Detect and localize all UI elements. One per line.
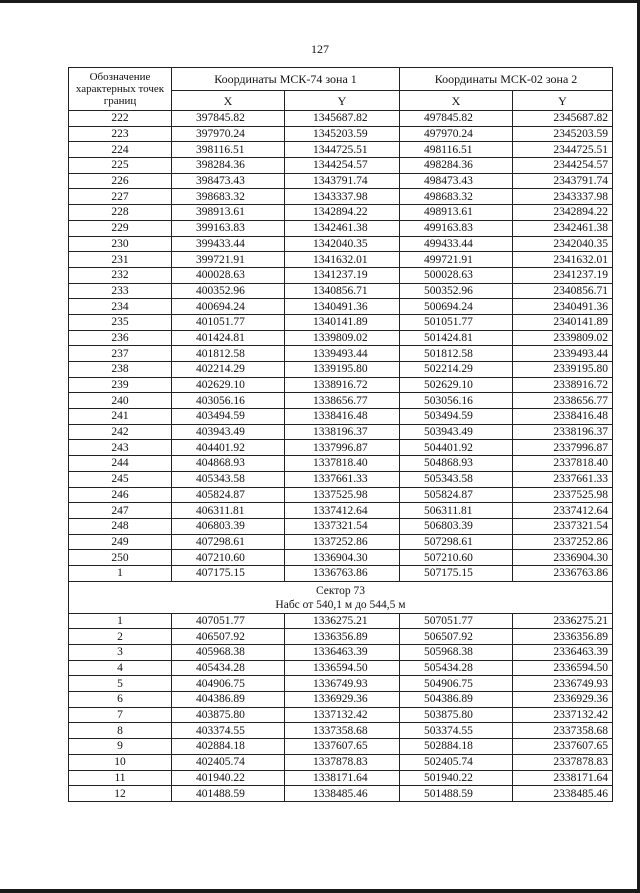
coordinates-table [68,67,613,802]
msk02-x-cell: 503875.80 [400,707,513,723]
msk02-x-cell: 498913.61 [400,205,513,221]
msk02-y-cell: 2336275.21 [513,613,613,629]
point-id-cell: 246 [69,487,172,503]
msk74-x-cell: 398683.32 [172,189,285,205]
msk74-y-cell: 1337358.68 [285,723,400,739]
msk02-x-cell: 502214.29 [400,362,513,378]
point-id-cell: 248 [69,518,172,534]
msk74-x-cell: 404906.75 [172,676,285,692]
msk74-x-cell: 401051.77 [172,314,285,330]
msk74-y-cell: 1336275.21 [285,613,400,629]
msk74-y-cell: 1340491.36 [285,299,400,315]
msk74-x-cell: 401488.59 [172,786,285,802]
table-row [69,236,613,252]
point-id-cell: 236 [69,330,172,346]
msk02-x-cell: 499721.91 [400,252,513,268]
msk02-x-cell: 498473.43 [400,173,513,189]
table-row [69,220,613,236]
msk02-y-cell: 2338916.72 [513,377,613,393]
table-row [69,660,613,676]
msk02-y-cell: 2342461.38 [513,220,613,236]
point-id-cell: 7 [69,707,172,723]
msk02-x-cell: 498116.51 [400,142,513,158]
msk02-y-cell: 2338485.46 [513,786,613,802]
sector-cell [69,581,613,613]
table-row [69,739,613,755]
msk74-y-cell: 1339195.80 [285,362,400,378]
point-id-cell: 249 [69,534,172,550]
table-row [69,424,613,440]
msk02-y-cell: 2336463.39 [513,645,613,661]
msk74-y-cell: 1337132.42 [285,707,400,723]
msk74-y-cell: 1337878.83 [285,754,400,770]
scan-edge-top [0,0,640,3]
table-row [69,158,613,174]
msk02-y-cell: 2338196.37 [513,424,613,440]
msk74-y-cell: 1337525.98 [285,487,400,503]
msk74-x-cell: 401940.22 [172,770,285,786]
point-id-cell: 223 [69,126,172,142]
point-id-cell: 238 [69,362,172,378]
msk74-y-cell: 1337607.65 [285,739,400,755]
msk02-x-cell: 504401.92 [400,440,513,456]
msk74-y-cell: 1342461.38 [285,220,400,236]
msk02-x-cell: 506507.92 [400,629,513,645]
msk02-x-cell: 505968.38 [400,645,513,661]
point-id-cell: 3 [69,645,172,661]
table-row [69,189,613,205]
msk02-header: Координаты МСК-02 зона 2 [400,68,613,91]
msk02-x-cell: 500694.24 [400,299,513,315]
msk74-x-cell: 405343.58 [172,471,285,487]
msk74-y-header: Y [285,91,400,111]
msk74-x-cell: 399433.44 [172,236,285,252]
msk74-x-cell: 398284.36 [172,158,285,174]
table-row [69,692,613,708]
table-row [69,346,613,362]
table-row [69,487,613,503]
msk02-y-cell: 2337661.33 [513,471,613,487]
point-id-cell: 229 [69,220,172,236]
msk02-y-cell: 2342040.35 [513,236,613,252]
msk02-y-cell: 2337996.87 [513,440,613,456]
point-id-cell: 4 [69,660,172,676]
msk74-y-cell: 1338171.64 [285,770,400,786]
msk74-x-cell: 403374.55 [172,723,285,739]
msk74-x-cell: 397845.82 [172,111,285,127]
msk74-y-cell: 1337252.86 [285,534,400,550]
msk74-x-cell: 403056.16 [172,393,285,409]
table-row [69,471,613,487]
msk74-y-cell: 1337321.54 [285,518,400,534]
msk02-x-cell: 501051.77 [400,314,513,330]
msk74-y-cell: 1337661.33 [285,471,400,487]
table-header [69,68,613,111]
msk02-x-cell: 503374.55 [400,723,513,739]
msk02-y-cell: 2344725.51 [513,142,613,158]
msk02-x-cell: 500352.96 [400,283,513,299]
msk02-y-cell: 2337321.54 [513,518,613,534]
point-id-cell: 5 [69,676,172,692]
msk02-x-cell: 505824.87 [400,487,513,503]
msk02-x-cell: 505343.58 [400,471,513,487]
msk02-x-cell: 507051.77 [400,613,513,629]
table-row [69,645,613,661]
msk02-y-cell: 2340141.89 [513,314,613,330]
msk74-x-cell: 398473.43 [172,173,285,189]
msk74-y-cell: 1344725.51 [285,142,400,158]
msk74-y-cell: 1337412.64 [285,503,400,519]
msk74-x-cell: 406311.81 [172,503,285,519]
sector-row [69,581,613,613]
table-row [69,534,613,550]
msk74-x-cell: 404401.92 [172,440,285,456]
msk74-x-cell: 407210.60 [172,550,285,566]
point-id-cell: 12 [69,786,172,802]
msk02-y-cell: 2336749.93 [513,676,613,692]
table-row [69,126,613,142]
msk74-x-cell: 403943.49 [172,424,285,440]
point-id-cell: 230 [69,236,172,252]
msk02-y-cell: 2345687.82 [513,111,613,127]
point-id-cell: 8 [69,723,172,739]
msk74-x-cell: 402629.10 [172,377,285,393]
point-id-cell: 2 [69,629,172,645]
table-row [69,723,613,739]
msk74-x-cell: 407051.77 [172,613,285,629]
table-row [69,299,613,315]
msk74-y-cell: 1336763.86 [285,565,400,581]
msk02-y-cell: 2337818.40 [513,456,613,472]
point-id-cell: 226 [69,173,172,189]
msk74-y-cell: 1344254.57 [285,158,400,174]
msk74-x-cell: 400028.63 [172,267,285,283]
msk02-y-cell: 2337878.83 [513,754,613,770]
msk74-y-cell: 1342894.22 [285,205,400,221]
msk02-x-cell: 502884.18 [400,739,513,755]
table-row [69,314,613,330]
msk02-y-cell: 2339809.02 [513,330,613,346]
msk74-x-cell: 407175.15 [172,565,285,581]
msk02-y-cell: 2341237.19 [513,267,613,283]
table-row [69,205,613,221]
msk74-x-cell: 405434.28 [172,660,285,676]
msk74-y-cell: 1338196.37 [285,424,400,440]
point-id-cell: 235 [69,314,172,330]
table-row [69,440,613,456]
msk74-y-cell: 1341632.01 [285,252,400,268]
point-id-cell: 1 [69,613,172,629]
msk74-x-cell: 406507.92 [172,629,285,645]
page-number: 127 [311,42,329,56]
table-row [69,754,613,770]
msk74-y-cell: 1337818.40 [285,456,400,472]
msk02-x-cell: 499163.83 [400,220,513,236]
point-id-cell: 9 [69,739,172,755]
msk74-y-cell: 1345687.82 [285,111,400,127]
msk74-x-cell: 397970.24 [172,126,285,142]
table-row [69,518,613,534]
table-row [69,786,613,802]
msk74-x-cell: 403494.59 [172,409,285,425]
msk74-y-cell: 1338485.46 [285,786,400,802]
msk02-x-cell: 502405.74 [400,754,513,770]
designation-header: Обозначение характерных точек границ [69,68,172,111]
table-row [69,330,613,346]
msk02-x-cell: 497970.24 [400,126,513,142]
scan-edge-bottom [0,889,640,893]
point-id-cell: 243 [69,440,172,456]
msk74-y-cell: 1338916.72 [285,377,400,393]
point-id-cell: 11 [69,770,172,786]
sector-block [69,581,613,613]
msk02-y-cell: 2337132.42 [513,707,613,723]
msk74-x-cell: 404868.93 [172,456,285,472]
point-id-cell: 241 [69,409,172,425]
msk74-x-cell: 399163.83 [172,220,285,236]
point-id-cell: 247 [69,503,172,519]
msk02-x-cell: 506311.81 [400,503,513,519]
table-row [69,707,613,723]
msk02-x-cell: 507210.60 [400,550,513,566]
sector-subtitle: Набс от 540,1 м до 544,5 м [275,598,406,611]
table-row [69,173,613,189]
msk02-x-cell: 504868.93 [400,456,513,472]
table-row [69,393,613,409]
msk74-x-cell: 401424.81 [172,330,285,346]
point-id-cell: 234 [69,299,172,315]
msk02-x-cell: 504906.75 [400,676,513,692]
msk02-y-cell: 2336929.36 [513,692,613,708]
msk02-x-cell: 503494.59 [400,409,513,425]
msk74-x-cell: 407298.61 [172,534,285,550]
msk74-y-cell: 1338656.77 [285,393,400,409]
point-id-cell: 232 [69,267,172,283]
msk74-y-cell: 1336594.50 [285,660,400,676]
point-id-cell: 242 [69,424,172,440]
msk02-x-cell: 499433.44 [400,236,513,252]
msk74-x-cell: 402884.18 [172,739,285,755]
table-row [69,456,613,472]
table-row [69,629,613,645]
msk74-y-cell: 1336356.89 [285,629,400,645]
msk02-x-cell: 500028.63 [400,267,513,283]
msk02-y-cell: 2338171.64 [513,770,613,786]
table-row [69,550,613,566]
msk74-x-cell: 399721.91 [172,252,285,268]
msk02-y-cell: 2336904.30 [513,550,613,566]
msk74-y-cell: 1336904.30 [285,550,400,566]
point-id-cell: 239 [69,377,172,393]
msk74-x-cell: 398116.51 [172,142,285,158]
msk74-x-cell: 406803.39 [172,518,285,534]
msk02-y-cell: 2338416.48 [513,409,613,425]
msk02-y-cell: 2337607.65 [513,739,613,755]
point-id-cell: 1 [69,565,172,581]
point-id-cell: 231 [69,252,172,268]
msk74-x-header: X [172,91,285,111]
msk02-x-cell: 497845.82 [400,111,513,127]
msk74-x-cell: 400352.96 [172,283,285,299]
msk74-y-cell: 1345203.59 [285,126,400,142]
msk02-y-cell: 2337525.98 [513,487,613,503]
msk02-y-cell: 2343791.74 [513,173,613,189]
msk02-x-cell: 501940.22 [400,770,513,786]
table-row [69,111,613,127]
msk74-y-cell: 1341237.19 [285,267,400,283]
msk74-y-cell: 1339809.02 [285,330,400,346]
msk02-y-cell: 2338656.77 [513,393,613,409]
table-row [69,676,613,692]
point-id-cell: 237 [69,346,172,362]
msk02-x-cell: 505434.28 [400,660,513,676]
msk02-x-cell: 507298.61 [400,534,513,550]
msk74-header: Координаты МСК-74 зона 1 [172,68,400,91]
table-row [69,142,613,158]
msk02-y-cell: 2344254.57 [513,158,613,174]
table-row [69,770,613,786]
msk02-x-cell: 498683.32 [400,189,513,205]
table-row [69,613,613,629]
point-id-cell: 224 [69,142,172,158]
table-row [69,252,613,268]
msk02-x-cell: 503056.16 [400,393,513,409]
msk02-y-cell: 2336356.89 [513,629,613,645]
point-id-cell: 227 [69,189,172,205]
point-id-cell: 250 [69,550,172,566]
msk02-y-cell: 2341632.01 [513,252,613,268]
msk74-y-cell: 1340141.89 [285,314,400,330]
msk02-y-header: Y [513,91,613,111]
point-id-cell: 222 [69,111,172,127]
msk02-x-header: X [400,91,513,111]
msk02-y-cell: 2336763.86 [513,565,613,581]
point-id-cell: 6 [69,692,172,708]
point-id-cell: 240 [69,393,172,409]
msk02-y-cell: 2342894.22 [513,205,613,221]
msk02-y-cell: 2340856.71 [513,283,613,299]
msk74-y-cell: 1340856.71 [285,283,400,299]
point-id-cell: 244 [69,456,172,472]
msk02-x-cell: 504386.89 [400,692,513,708]
msk02-x-cell: 502629.10 [400,377,513,393]
msk74-x-cell: 403875.80 [172,707,285,723]
msk74-x-cell: 404386.89 [172,692,285,708]
table-body-part-b [69,613,613,801]
msk74-y-cell: 1336929.36 [285,692,400,708]
msk02-y-cell: 2336594.50 [513,660,613,676]
point-id-cell: 245 [69,471,172,487]
msk74-x-cell: 400694.24 [172,299,285,315]
msk74-y-cell: 1338416.48 [285,409,400,425]
table-row [69,503,613,519]
point-id-cell: 10 [69,754,172,770]
msk74-y-cell: 1343791.74 [285,173,400,189]
msk02-y-cell: 2340491.36 [513,299,613,315]
msk74-y-cell: 1342040.35 [285,236,400,252]
msk74-y-cell: 1337996.87 [285,440,400,456]
msk02-y-cell: 2343337.98 [513,189,613,205]
msk02-y-cell: 2339195.80 [513,362,613,378]
msk02-x-cell: 503943.49 [400,424,513,440]
msk02-x-cell: 501812.58 [400,346,513,362]
point-id-cell: 233 [69,283,172,299]
table-row [69,377,613,393]
sector-title: Сектор 73 [315,584,366,597]
table-body-part-a [69,111,613,582]
msk74-x-cell: 401812.58 [172,346,285,362]
msk02-y-cell: 2337252.86 [513,534,613,550]
point-id-cell: 225 [69,158,172,174]
msk02-y-cell: 2337358.68 [513,723,613,739]
msk02-x-cell: 501424.81 [400,330,513,346]
msk02-y-cell: 2337412.64 [513,503,613,519]
table-row [69,409,613,425]
msk74-x-cell: 402405.74 [172,754,285,770]
msk02-x-cell: 498284.36 [400,158,513,174]
table-row [69,565,613,581]
msk02-x-cell: 507175.15 [400,565,513,581]
msk74-y-cell: 1336463.39 [285,645,400,661]
point-id-cell: 228 [69,205,172,221]
msk74-x-cell: 405824.87 [172,487,285,503]
table-row [69,283,613,299]
table-row [69,267,613,283]
msk74-y-cell: 1343337.98 [285,189,400,205]
msk74-y-cell: 1336749.93 [285,676,400,692]
msk74-x-cell: 402214.29 [172,362,285,378]
msk02-y-cell: 2339493.44 [513,346,613,362]
msk74-x-cell: 405968.38 [172,645,285,661]
table-row [69,362,613,378]
msk02-x-cell: 501488.59 [400,786,513,802]
msk74-y-cell: 1339493.44 [285,346,400,362]
msk02-y-cell: 2345203.59 [513,126,613,142]
msk02-x-cell: 506803.39 [400,518,513,534]
msk74-x-cell: 398913.61 [172,205,285,221]
